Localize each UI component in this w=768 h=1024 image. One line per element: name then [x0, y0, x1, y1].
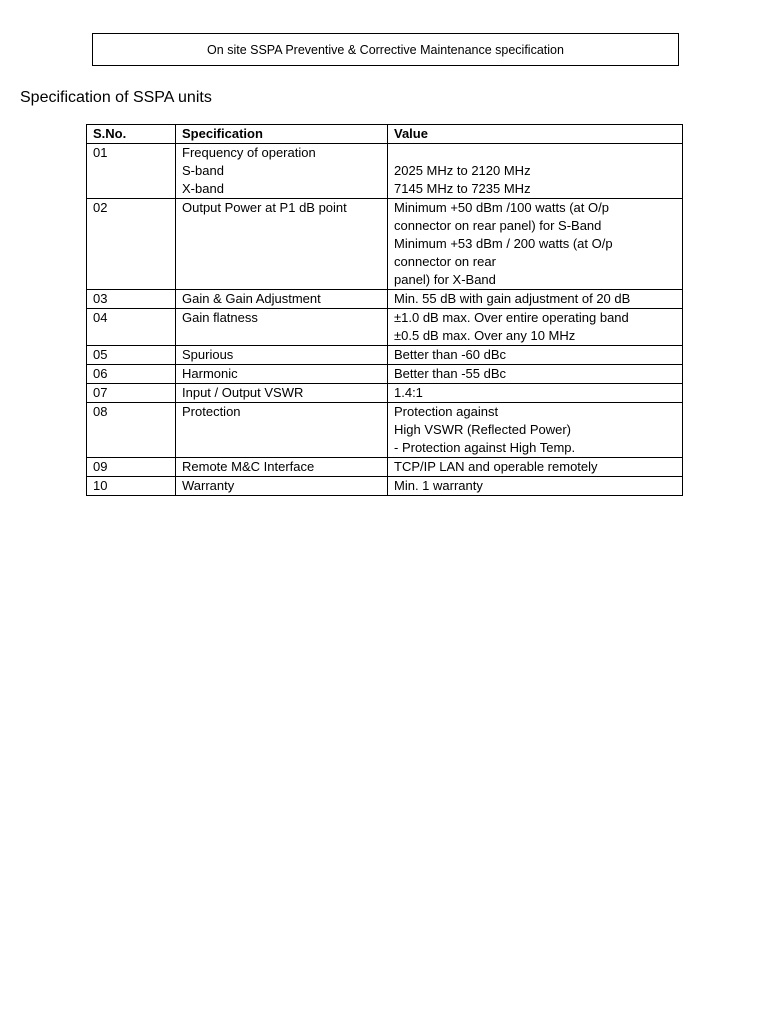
specification-table [86, 124, 683, 496]
value-line: Minimum +50 dBm /100 watts (at O/p [394, 200, 609, 215]
cell-value [388, 458, 683, 477]
value-line: 7145 MHz to 7235 MHz [394, 181, 531, 196]
column-header-sno: S.No. [87, 125, 176, 144]
spec-line: Input / Output VSWR [182, 385, 304, 400]
cell-specification [176, 458, 388, 477]
cell-sno: 08 [87, 403, 176, 458]
cell-value [388, 365, 683, 384]
section-heading: Specification of SSPA units [20, 89, 212, 106]
table-row [87, 290, 683, 309]
value-line: Minimum +53 dBm / 200 watts (at O/p [394, 236, 613, 251]
table-row [87, 309, 683, 346]
cell-specification [176, 365, 388, 384]
cell-sno: 07 [87, 384, 176, 403]
table-row [87, 199, 683, 290]
table-row [87, 458, 683, 477]
value-line: TCP/IP LAN and operable remotely [394, 459, 598, 474]
cell-sno: 01 [87, 144, 176, 199]
spec-line: Spurious [182, 347, 234, 362]
cell-sno: 02 [87, 199, 176, 290]
table-row [87, 403, 683, 458]
document-header-box [92, 33, 679, 66]
cell-value [388, 290, 683, 309]
cell-value [388, 199, 683, 290]
cell-sno: 06 [87, 365, 176, 384]
column-header-value: Value [388, 125, 683, 144]
cell-value [388, 144, 683, 199]
value-line: - Protection against High Temp. [394, 440, 576, 455]
cell-specification [176, 309, 388, 346]
cell-sno: 05 [87, 346, 176, 365]
value-line: Better than -55 dBc [394, 366, 507, 381]
spec-line: Protection [182, 404, 241, 419]
cell-specification [176, 290, 388, 309]
spec-line: Warranty [182, 478, 235, 493]
cell-value [388, 403, 683, 458]
spec-line: X-band [182, 181, 224, 196]
value-line: Min. 1 warranty [394, 478, 483, 493]
cell-value [388, 384, 683, 403]
cell-value [388, 477, 683, 496]
value-line: Min. 55 dB with gain adjustment of 20 dB [394, 291, 631, 306]
cell-specification [176, 199, 388, 290]
cell-specification [176, 403, 388, 458]
value-line: panel) for X-Band [394, 272, 496, 287]
value-line: Protection against [394, 404, 499, 419]
cell-specification [176, 477, 388, 496]
cell-value [388, 309, 683, 346]
cell-value [388, 346, 683, 365]
spec-line: Frequency of operation [182, 145, 316, 160]
value-line: 2025 MHz to 2120 MHz [394, 163, 531, 178]
table-row [87, 365, 683, 384]
document-header-title: On site SSPA Preventive & Corrective Maintenance specification [207, 42, 564, 57]
spec-line: Harmonic [182, 366, 238, 381]
value-line [394, 144, 676, 162]
cell-specification [176, 144, 388, 199]
spec-line: S-band [182, 163, 224, 178]
value-line: connector on rear panel) for S-Band [394, 218, 602, 233]
value-line: High VSWR (Reflected Power) [394, 422, 571, 437]
spec-line: Remote M&C Interface [182, 459, 315, 474]
cell-specification [176, 384, 388, 403]
cell-sno: 04 [87, 309, 176, 346]
cell-sno: 09 [87, 458, 176, 477]
cell-sno: 10 [87, 477, 176, 496]
value-line: 1.4:1 [394, 385, 423, 400]
cell-specification [176, 346, 388, 365]
column-header-specification: Specification [176, 125, 388, 144]
value-line: ±1.0 dB max. Over entire operating band [394, 310, 629, 325]
spec-line: Gain & Gain Adjustment [182, 291, 321, 306]
table-row [87, 477, 683, 496]
spec-line: Gain flatness [182, 310, 258, 325]
table-row [87, 384, 683, 403]
table-row [87, 144, 683, 199]
table-header-row [87, 125, 683, 144]
spec-line: Output Power at P1 dB point [182, 200, 347, 215]
cell-sno: 03 [87, 290, 176, 309]
value-line: connector on rear [394, 254, 496, 269]
table-row [87, 346, 683, 365]
value-line: ±0.5 dB max. Over any 10 MHz [394, 328, 576, 343]
value-line: Better than -60 dBc [394, 347, 507, 362]
